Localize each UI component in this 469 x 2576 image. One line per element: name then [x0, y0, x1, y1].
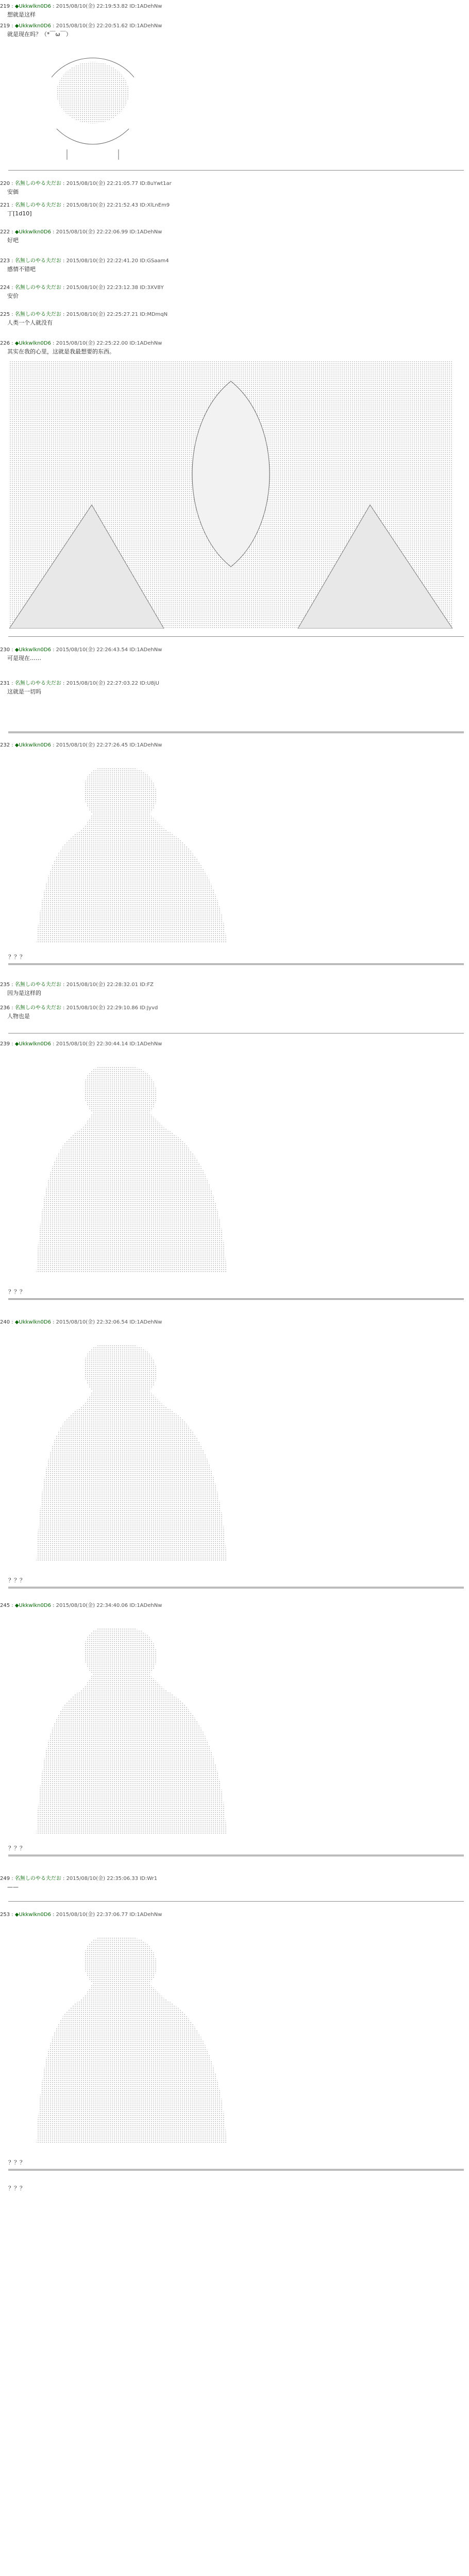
post-date: 2015/08/10(金) 22:34:40.06 [56, 1603, 128, 1608]
post-body: 可是现在…… [7, 654, 41, 662]
post-header: 235 : 名無しのやる夫だお : 2015/08/10(金) 22:28:32.01 ID:FZ [0, 982, 154, 988]
post-body: 这就是一切吗 [7, 688, 41, 695]
poster-name: 名無しのやる夫だお [14, 202, 61, 208]
post-header: 231 : 名無しのやる夫だお : 2015/08/10(金) 22:27:03.22 ID:U8jU [0, 681, 159, 686]
post-header: 225 : 名無しのやる夫だお : 2015/08/10(金) 22:25:27.21 ID:MDmqN [0, 312, 168, 317]
post-date: 2015/08/10(金) 22:23:12.38 [66, 285, 138, 291]
ascii-art-character-panel [9, 361, 453, 629]
poster-name: 名無しのやる夫だお [14, 1005, 61, 1011]
question-mark-text: ？？？ [8, 1845, 25, 1852]
post-date: 2015/08/10(金) 22:37:06.77 [56, 1912, 128, 1918]
post-body: 丁[1d10] [7, 210, 32, 217]
poster-id: ID:FZ [140, 982, 154, 988]
poster-id: ID:1ADehNw [129, 229, 162, 235]
post-number[interactable]: 222 [0, 229, 10, 235]
poster-name: 名無しのやる夫だお [14, 258, 61, 264]
post-header: 230 : ◆Ukkwlkn0D6 : 2015/08/10(金) 22:26:43.54 ID:1ADehNw [0, 647, 162, 653]
post-header: 219 : ◆Ukkwlkn0D6 : 2015/08/10(金) 22:19:53.82 ID:1ADehNw [0, 4, 162, 9]
post-number[interactable]: 219 [0, 23, 10, 29]
poster-name: ◆Ukkwlkn0D6 [14, 229, 51, 235]
poster-id: ID:1ADehNw [129, 1041, 162, 1047]
post [0, 284, 469, 300]
post-number[interactable]: 232 [0, 742, 10, 748]
divider [8, 170, 464, 171]
post [0, 647, 469, 662]
ascii-art-silhouette [21, 1334, 237, 1561]
poster-id: ID:1ADehNw [129, 647, 162, 653]
post-body: 人类一个人就没有 [7, 319, 53, 326]
post-body: 就是现在吗？（*￣ω￣） [7, 30, 72, 38]
post-date: 2015/08/10(金) 22:20:51.62 [56, 23, 128, 29]
poster-id: ID:3XV8Y [140, 285, 164, 291]
post-date: 2015/08/10(金) 22:21:52.43 [66, 202, 138, 208]
poster-name: ◆Ukkwlkn0D6 [14, 23, 51, 29]
poster-name: ◆Ukkwlkn0D6 [14, 1912, 51, 1918]
poster-name: ◆Ukkwlkn0D6 [14, 1041, 51, 1047]
post-header: 221 : 名無しのやる夫だお : 2015/08/10(金) 22:21:52.43 ID:XlLnEm9 [0, 202, 170, 208]
poster-id: ID:8uYwt1ar [140, 181, 172, 187]
question-mark-text: ？？？ [8, 954, 25, 960]
divider [8, 732, 464, 733]
poster-id: ID:1ADehNw [129, 341, 162, 346]
post-header: 249 : 名無しのやる夫だお : 2015/08/10(金) 22:35:06.33 ID:Wr1 [0, 1876, 158, 1882]
post-body: 感情不错吧 [7, 265, 36, 273]
post-number[interactable]: 230 [0, 647, 10, 653]
post-date: 2015/08/10(金) 22:32:06.54 [56, 1319, 128, 1325]
post-header: 219 : ◆Ukkwlkn0D6 : 2015/08/10(金) 22:20:51.62 ID:1ADehNw [0, 23, 162, 29]
post [0, 229, 469, 244]
post-date: 2015/08/10(金) 22:21:05.77 [66, 181, 138, 187]
post [0, 202, 469, 217]
poster-id: ID:1ADehNw [129, 23, 162, 29]
ascii-art-silhouette [21, 1618, 237, 1834]
post-header: 222 : ◆Ukkwlkn0D6 : 2015/08/10(金) 22:22:06.99 ID:1ADehNw [0, 229, 162, 235]
poster-name: 名無しのやる夫だお [14, 312, 61, 317]
post-date: 2015/08/10(金) 22:27:03.22 [66, 681, 138, 686]
poster-id: ID:U8jU [140, 681, 159, 686]
post-number[interactable]: 231 [0, 681, 10, 686]
divider [8, 1587, 464, 1588]
poster-id: ID:1ADehNw [129, 1912, 162, 1918]
post-body: 因为是这样的 [7, 989, 41, 996]
post [0, 981, 469, 997]
poster-id: ID:GSaam4 [140, 258, 169, 264]
post-number[interactable]: 240 [0, 1319, 10, 1325]
post [0, 340, 469, 355]
poster-name: 名無しのやる夫だお [14, 982, 61, 988]
post [0, 311, 469, 327]
question-mark-text: ？？？ [8, 1289, 25, 1295]
post-header: 240 : ◆Ukkwlkn0D6 : 2015/08/10(金) 22:32:06.54 ID:1ADehNw [0, 1319, 162, 1325]
post-number[interactable]: 224 [0, 285, 10, 291]
post [0, 3, 469, 19]
post-header: 223 : 名無しのやる夫だお : 2015/08/10(金) 22:22:41.20 ID:GSaam4 [0, 258, 169, 264]
question-mark-text: ？？？ [8, 2159, 25, 2166]
poster-id: ID:Wr1 [140, 1876, 158, 1882]
post-number[interactable]: 223 [0, 258, 10, 264]
post-date: 2015/08/10(金) 22:29:10.86 [66, 1005, 138, 1011]
divider [8, 963, 464, 965]
post-date: 2015/08/10(金) 22:22:41.20 [66, 258, 138, 264]
post-date: 2015/08/10(金) 22:35:06.33 [66, 1876, 138, 1882]
post-body: —— [7, 1883, 19, 1890]
post-date: 2015/08/10(金) 22:19:53.82 [56, 4, 128, 9]
post [0, 1875, 469, 1891]
post-body: 安価 [7, 188, 19, 195]
post-number[interactable]: 226 [0, 341, 10, 346]
divider [8, 1298, 464, 1300]
poster-id: ID:1ADehNw [129, 4, 162, 9]
post [0, 742, 469, 750]
post-date: 2015/08/10(金) 22:22:06.99 [56, 229, 128, 235]
post [0, 1602, 469, 1610]
post-date: 2015/08/10(金) 22:28:32.01 [66, 982, 138, 988]
post-number[interactable]: 221 [0, 202, 10, 208]
post-number[interactable]: 225 [0, 312, 10, 317]
post-number[interactable]: 220 [0, 181, 10, 187]
ascii-art-silhouette [21, 757, 237, 943]
post [0, 180, 469, 196]
post-header: 224 : 名無しのやる夫だお : 2015/08/10(金) 22:23:12.38 ID:3XV8Y [0, 285, 164, 291]
poster-id: ID:1ADehNw [129, 1319, 162, 1325]
poster-name: ◆Ukkwlkn0D6 [14, 742, 51, 748]
question-mark-text: ？？？ [8, 2185, 25, 2192]
question-mark-text: ？？？ [8, 1577, 25, 1584]
post-number[interactable]: 253 [0, 1912, 10, 1918]
divider [8, 2169, 464, 2171]
post [0, 1005, 469, 1020]
poster-name: ◆Ukkwlkn0D6 [14, 4, 51, 9]
ascii-art-figure [36, 46, 149, 160]
poster-id: ID:1ADehNw [129, 1603, 162, 1608]
post-date: 2015/08/10(金) 22:30:44.14 [56, 1041, 128, 1047]
post-header: 245 : ◆Ukkwlkn0D6 : 2015/08/10(金) 22:34:40.06 ID:1ADehNw [0, 1603, 162, 1608]
poster-name: ◆Ukkwlkn0D6 [14, 341, 51, 346]
poster-name: ◆Ukkwlkn0D6 [14, 647, 51, 653]
poster-id: ID:1ADehNw [129, 742, 162, 748]
post-header: 236 : 名無しのやる夫だお : 2015/08/10(金) 22:29:10.86 ID:Jyvd [0, 1005, 158, 1011]
poster-name: 名無しのやる夫だお [14, 681, 61, 686]
poster-name: ◆Ukkwlkn0D6 [14, 1603, 51, 1608]
post-number[interactable]: 236 [0, 1005, 10, 1011]
divider [8, 1855, 464, 1856]
post-date: 2015/08/10(金) 22:25:22.00 [56, 341, 128, 346]
poster-name: 名無しのやる夫だお [14, 285, 61, 291]
post-header: 220 : 名無しのやる夫だお : 2015/08/10(金) 22:21:05.77 ID:8uYwt1ar [0, 181, 172, 187]
post [0, 1041, 469, 1048]
post-header: 239 : ◆Ukkwlkn0D6 : 2015/08/10(金) 22:30:44.14 ID:1ADehNw [0, 1041, 162, 1047]
post-header: 232 : ◆Ukkwlkn0D6 : 2015/08/10(金) 22:27:26.45 ID:1ADehNw [0, 742, 162, 748]
post-date: 2015/08/10(金) 22:25:27.21 [66, 312, 138, 317]
poster-name: 名無しのやる夫だお [14, 181, 61, 187]
post [0, 680, 469, 696]
poster-name: ◆Ukkwlkn0D6 [14, 1319, 51, 1325]
poster-name: 名無しのやる夫だお [14, 1876, 61, 1882]
post-date: 2015/08/10(金) 22:26:43.54 [56, 647, 128, 653]
post-body: 人物也是 [7, 1012, 30, 1020]
post-body: 好吧 [7, 236, 19, 244]
divider [8, 636, 464, 637]
post-number[interactable]: 245 [0, 1603, 10, 1608]
poster-id: ID:XlLnEm9 [140, 202, 170, 208]
ascii-art-silhouette [21, 1056, 237, 1273]
poster-id: ID:MDmqN [140, 312, 168, 317]
post-number[interactable]: 239 [0, 1041, 10, 1047]
post [0, 1319, 469, 1327]
poster-id: ID:Jyvd [140, 1005, 158, 1011]
ascii-art-silhouette [21, 1927, 237, 2143]
post-body: 安价 [7, 292, 19, 299]
divider [8, 1901, 464, 1902]
post [0, 1911, 469, 1919]
post-number[interactable]: 219 [0, 4, 10, 9]
post-date: 2015/08/10(金) 22:27:26.45 [56, 742, 128, 748]
post-number[interactable]: 235 [0, 982, 10, 988]
post [0, 258, 469, 273]
post-number[interactable]: 249 [0, 1876, 10, 1882]
post [0, 23, 469, 38]
post-body: 想就是这样 [7, 11, 36, 18]
post-header: 253 : ◆Ukkwlkn0D6 : 2015/08/10(金) 22:37:06.77 ID:1ADehNw [0, 1912, 162, 1918]
post-body: 其实在我的心里，这就是我最想要的东西。 [7, 348, 115, 355]
post-header: 226 : ◆Ukkwlkn0D6 : 2015/08/10(金) 22:25:22.00 ID:1ADehNw [0, 341, 162, 346]
